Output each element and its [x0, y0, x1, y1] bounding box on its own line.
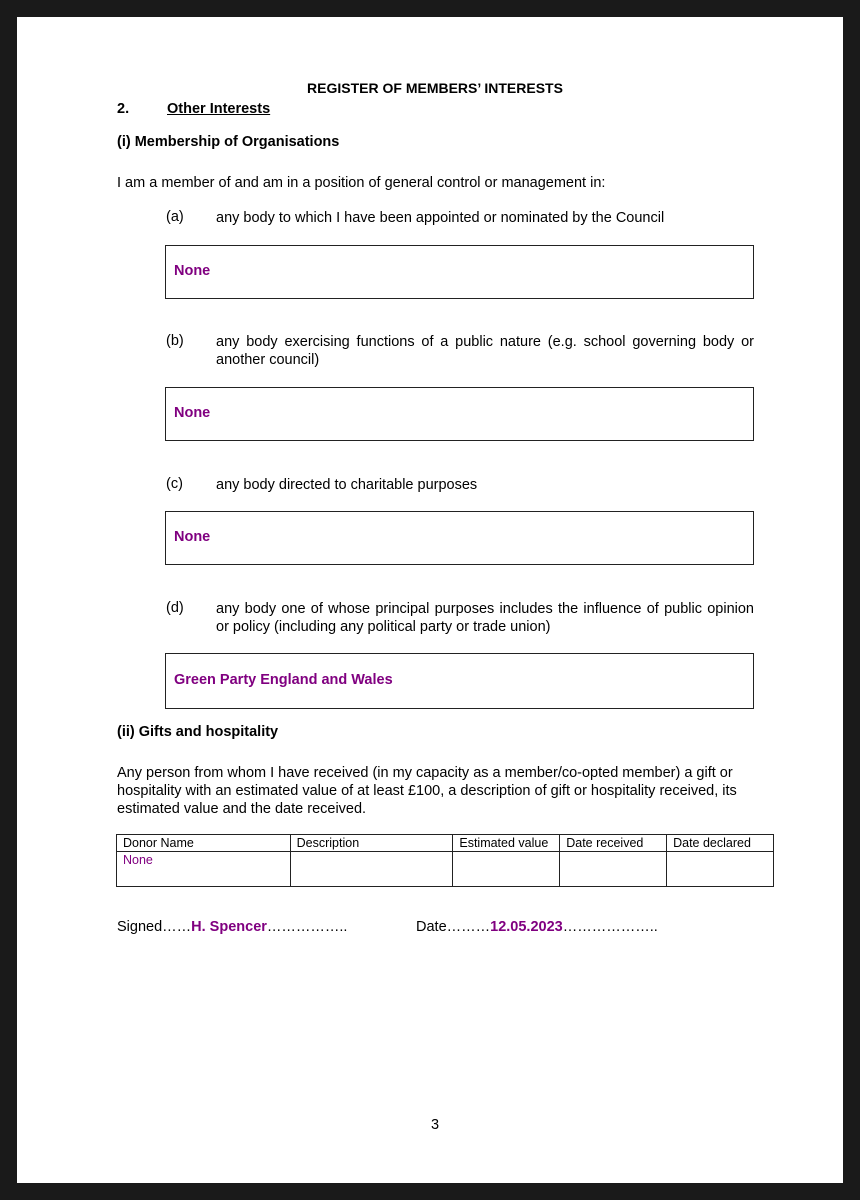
cell-date-received — [560, 852, 667, 887]
item-b-label: (b) — [166, 333, 184, 349]
cell-estimated-value — [453, 852, 560, 887]
signed-suffix: …………….. — [266, 919, 348, 935]
item-c-text: any body directed to charitable purposes — [216, 477, 478, 493]
item-c-label: (c) — [166, 476, 183, 492]
item-d-label: (d) — [166, 600, 184, 616]
cell-date-declared — [667, 852, 774, 887]
col-date-received: Date received — [560, 835, 667, 852]
page-title: REGISTER OF MEMBERS’ INTERESTS — [307, 80, 563, 96]
section-number: 2. — [117, 101, 130, 117]
item-a-answer-box — [165, 245, 754, 299]
signed-line — [117, 919, 347, 935]
gifts-table — [116, 834, 774, 887]
col-estimated-value: Estimated value — [453, 835, 560, 852]
cell-donor-name: None — [117, 852, 291, 887]
col-donor-name: Donor Name — [117, 835, 291, 852]
item-b-answer-box — [165, 387, 754, 441]
item-c-answer-box — [165, 511, 754, 565]
item-a-text: any body to which I have been appointed or nominated by the Council — [216, 210, 665, 226]
signed-name: H. Spencer — [191, 919, 267, 935]
date-value: 12.05.2023 — [490, 919, 563, 935]
item-d-answer-box — [165, 653, 754, 709]
gifts-heading: (ii) Gifts and hospitality — [117, 724, 279, 740]
cell-description — [290, 852, 453, 887]
membership-intro: I am a member of and am in a position of general control or management in: — [117, 175, 606, 191]
date-line — [416, 919, 658, 935]
table-row — [117, 852, 774, 887]
document-page — [17, 17, 843, 1183]
date-prefix: Date……… — [416, 919, 491, 935]
col-date-declared: Date declared — [667, 835, 774, 852]
item-c-answer: None — [174, 529, 211, 545]
col-description: Description — [290, 835, 453, 852]
item-a-label: (a) — [166, 209, 184, 225]
gifts-intro: Any person from whom I have received (in my capacity as a member/co-opted member) a gift or hospitality with an estimated value of at least £100, a description of gift or hospitality received, its estimated value and the date received. — [117, 765, 737, 817]
signed-prefix: Signed…… — [117, 919, 192, 935]
item-d-answer: Green Party England and Wales — [174, 672, 393, 688]
section-heading: Other Interests — [167, 101, 271, 117]
item-b-text: any body exercising functions of a public nature (e.g. school governing body or another council) — [216, 334, 754, 368]
gifts-header-row — [117, 835, 774, 852]
item-a-answer: None — [174, 263, 211, 279]
membership-heading: (i) Membership of Organisations — [117, 134, 340, 150]
item-b-answer: None — [174, 405, 211, 421]
page-number: 3 — [430, 1117, 440, 1133]
item-d-text: any body one of whose principal purposes includes the influence of public opinion or policy (including any political party or trade union) — [216, 601, 754, 635]
date-suffix: ……………….. — [562, 919, 658, 935]
